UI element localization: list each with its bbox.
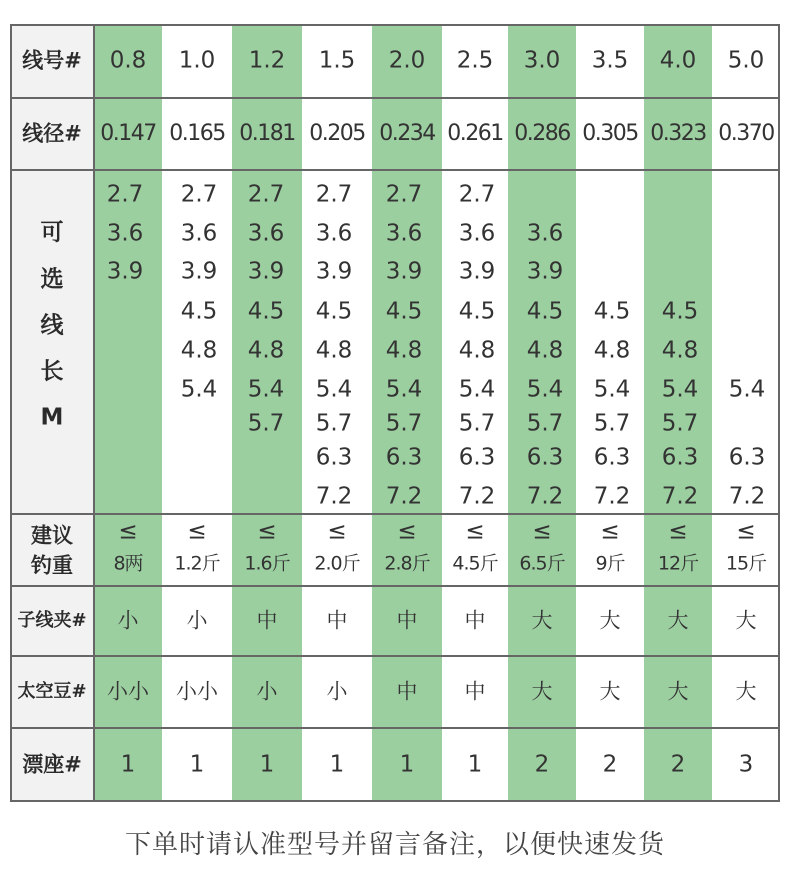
length-cell: 4.5 [315,298,353,325]
bean-size-cell: 大 [531,679,553,704]
length-cell: 5.4 [385,376,423,403]
row-header-diameter: 线径# [22,121,82,146]
row-header-length-char: 可 [40,219,64,246]
bean-size-cell: 小 [326,679,348,704]
length-cell: 5.4 [458,376,496,403]
bean-size-cell: 大 [599,679,621,704]
clip-size-cell: 中 [464,608,486,633]
bean-size-cell: 大 [735,679,757,704]
length-cell: 7.2 [728,483,766,510]
weight-cell: 15斤 [725,552,767,575]
row-header-clip: 子线夹# [17,610,87,631]
clip-size-cell: 小 [117,608,139,633]
diameter-cell: 0.165 [169,121,225,146]
clip-size-cell: 中 [256,608,278,633]
weight-cell: 12斤 [657,552,699,575]
length-cell: 7.2 [661,483,699,510]
diameter-cell: 0.205 [309,121,365,146]
length-cell: 3.9 [106,258,144,285]
line-number-cell: 1.0 [178,47,216,74]
diameter-cell: 0.370 [718,121,774,146]
weight-symbol: ≤ [257,518,277,545]
diameter-cell: 0.147 [100,121,156,146]
length-cell: 6.3 [661,444,699,471]
length-cell: 5.7 [593,410,631,437]
length-cell: 6.3 [385,444,423,471]
float-seat-cell: 1 [120,751,136,778]
length-cell: 3.6 [106,220,144,247]
length-cell: 4.8 [661,337,699,364]
clip-size-cell: 小 [186,608,208,633]
length-cell: 4.5 [458,298,496,325]
float-seat-cell: 2 [534,751,550,778]
row-header-length-char: 长 [40,358,64,385]
weight-cell: 4.5斤 [452,552,498,575]
diameter-cell: 0.286 [514,121,570,146]
grid-line-horizontal [10,513,780,515]
diameter-cell: 0.323 [650,121,706,146]
diameter-cell: 0.261 [447,121,503,146]
length-cell: 3.6 [180,220,218,247]
length-cell: 2.7 [106,181,144,208]
row-header-length-char: 选 [40,266,64,293]
grid-line-vertical [10,24,12,802]
weight-cell: 8两 [113,552,143,575]
length-cell: 7.2 [315,483,353,510]
length-cell: 2.7 [315,181,353,208]
length-cell: 4.5 [247,298,285,325]
weight-symbol: ≤ [668,518,688,545]
line-number-cell: 5.0 [727,47,765,74]
length-cell: 7.2 [593,483,631,510]
float-seat-cell: 1 [329,751,345,778]
line-number-cell: 2.5 [456,47,494,74]
length-cell: 6.3 [728,444,766,471]
weight-symbol: ≤ [187,518,207,545]
float-seat-cell: 1 [259,751,275,778]
length-cell: 3.9 [315,258,353,285]
length-cell: 5.4 [661,376,699,403]
line-number-cell: 1.2 [248,47,286,74]
length-cell: 5.7 [385,410,423,437]
bean-size-cell: 中 [464,679,486,704]
clip-size-cell: 大 [735,608,757,633]
bean-size-cell: 小 [256,679,278,704]
length-cell: 4.5 [526,298,564,325]
weight-cell: 6.5斤 [519,552,565,575]
length-cell: 5.7 [526,410,564,437]
fishing-line-spec-table [10,24,780,802]
length-cell: 5.7 [661,410,699,437]
length-cell: 4.8 [458,337,496,364]
line-number-cell: 3.5 [591,47,629,74]
bean-size-cell: 中 [396,679,418,704]
length-cell: 4.8 [593,337,631,364]
line-number-cell: 0.8 [109,47,147,74]
length-cell: 3.6 [385,220,423,247]
grid-line-vertical [778,24,780,802]
row-header-length-char: M [40,404,64,431]
length-cell: 3.6 [458,220,496,247]
length-cell: 5.4 [593,376,631,403]
weight-symbol: ≤ [465,518,485,545]
clip-size-cell: 大 [667,608,689,633]
weight-symbol: ≤ [397,518,417,545]
grid-line-vertical [93,24,95,802]
weight-symbol: ≤ [532,518,552,545]
length-cell: 7.2 [526,483,564,510]
length-cell: 5.7 [315,410,353,437]
weight-cell: 2.8斤 [384,552,430,575]
line-number-cell: 3.0 [523,47,561,74]
length-cell: 5.7 [247,410,285,437]
length-cell: 4.8 [180,337,218,364]
float-seat-cell: 1 [399,751,415,778]
weight-cell: 2.0斤 [314,552,360,575]
diameter-cell: 0.234 [379,121,435,146]
length-cell: 5.4 [728,376,766,403]
clip-size-cell: 中 [396,608,418,633]
length-cell: 4.5 [180,298,218,325]
length-cell: 3.6 [526,220,564,247]
length-cell: 7.2 [458,483,496,510]
weight-symbol: ≤ [118,518,138,545]
float-seat-cell: 2 [602,751,618,778]
length-cell: 4.8 [526,337,564,364]
line-number-cell: 1.5 [318,47,356,74]
length-cell: 7.2 [385,483,423,510]
length-cell: 6.3 [593,444,631,471]
row-header-weight-line: 建议 [31,523,73,548]
grid-line-horizontal [10,727,780,729]
length-cell: 4.8 [247,337,285,364]
diameter-cell: 0.181 [239,121,295,146]
length-cell: 3.9 [526,258,564,285]
bean-size-cell: 大 [667,679,689,704]
length-cell: 2.7 [385,181,423,208]
length-cell: 4.8 [315,337,353,364]
length-cell: 4.5 [593,298,631,325]
length-cell: 3.9 [247,258,285,285]
length-cell: 3.6 [315,220,353,247]
row-header-length-char: 线 [40,312,64,339]
length-cell: 4.5 [385,298,423,325]
weight-cell: 9斤 [595,552,625,575]
length-cell: 3.9 [458,258,496,285]
bean-size-cell: 小小 [176,679,218,704]
length-cell: 3.9 [180,258,218,285]
weight-symbol: ≤ [327,518,347,545]
float-seat-cell: 2 [670,751,686,778]
row-header-line-number: 线号# [22,48,82,73]
grid-line-horizontal [10,655,780,657]
length-cell: 5.4 [247,376,285,403]
length-cell: 2.7 [458,181,496,208]
length-cell: 2.7 [180,181,218,208]
clip-size-cell: 大 [599,608,621,633]
weight-symbol: ≤ [600,518,620,545]
row-header-bean: 太空豆# [17,681,87,702]
weight-cell: 1.6斤 [244,552,290,575]
length-cell: 6.3 [526,444,564,471]
row-header-float-seat: 漂座# [22,752,82,777]
grid-line-horizontal [10,24,780,26]
clip-size-cell: 大 [531,608,553,633]
grid-line-horizontal [10,97,780,99]
float-seat-cell: 1 [189,751,205,778]
row-header-weight-line: 钓重 [31,553,73,578]
grid-line-horizontal [10,169,780,171]
float-seat-cell: 3 [738,751,754,778]
length-cell: 5.7 [458,410,496,437]
length-cell: 2.7 [247,181,285,208]
line-number-cell: 4.0 [659,47,697,74]
grid-line-horizontal [10,585,780,587]
grid-line-horizontal [10,800,780,802]
length-cell: 3.6 [247,220,285,247]
footer-note: 下单时请认准型号并留言备注，以便快速发货 [124,830,665,860]
diameter-cell: 0.305 [582,121,638,146]
float-seat-cell: 1 [467,751,483,778]
length-cell: 6.3 [458,444,496,471]
line-number-cell: 2.0 [388,47,426,74]
length-cell: 4.8 [385,337,423,364]
length-cell: 5.4 [180,376,218,403]
weight-symbol: ≤ [736,518,756,545]
length-cell: 5.4 [526,376,564,403]
clip-size-cell: 中 [326,608,348,633]
length-cell: 3.9 [385,258,423,285]
length-cell: 6.3 [315,444,353,471]
bean-size-cell: 小小 [107,679,149,704]
weight-cell: 1.2斤 [174,552,220,575]
length-cell: 5.4 [315,376,353,403]
length-cell: 4.5 [661,298,699,325]
